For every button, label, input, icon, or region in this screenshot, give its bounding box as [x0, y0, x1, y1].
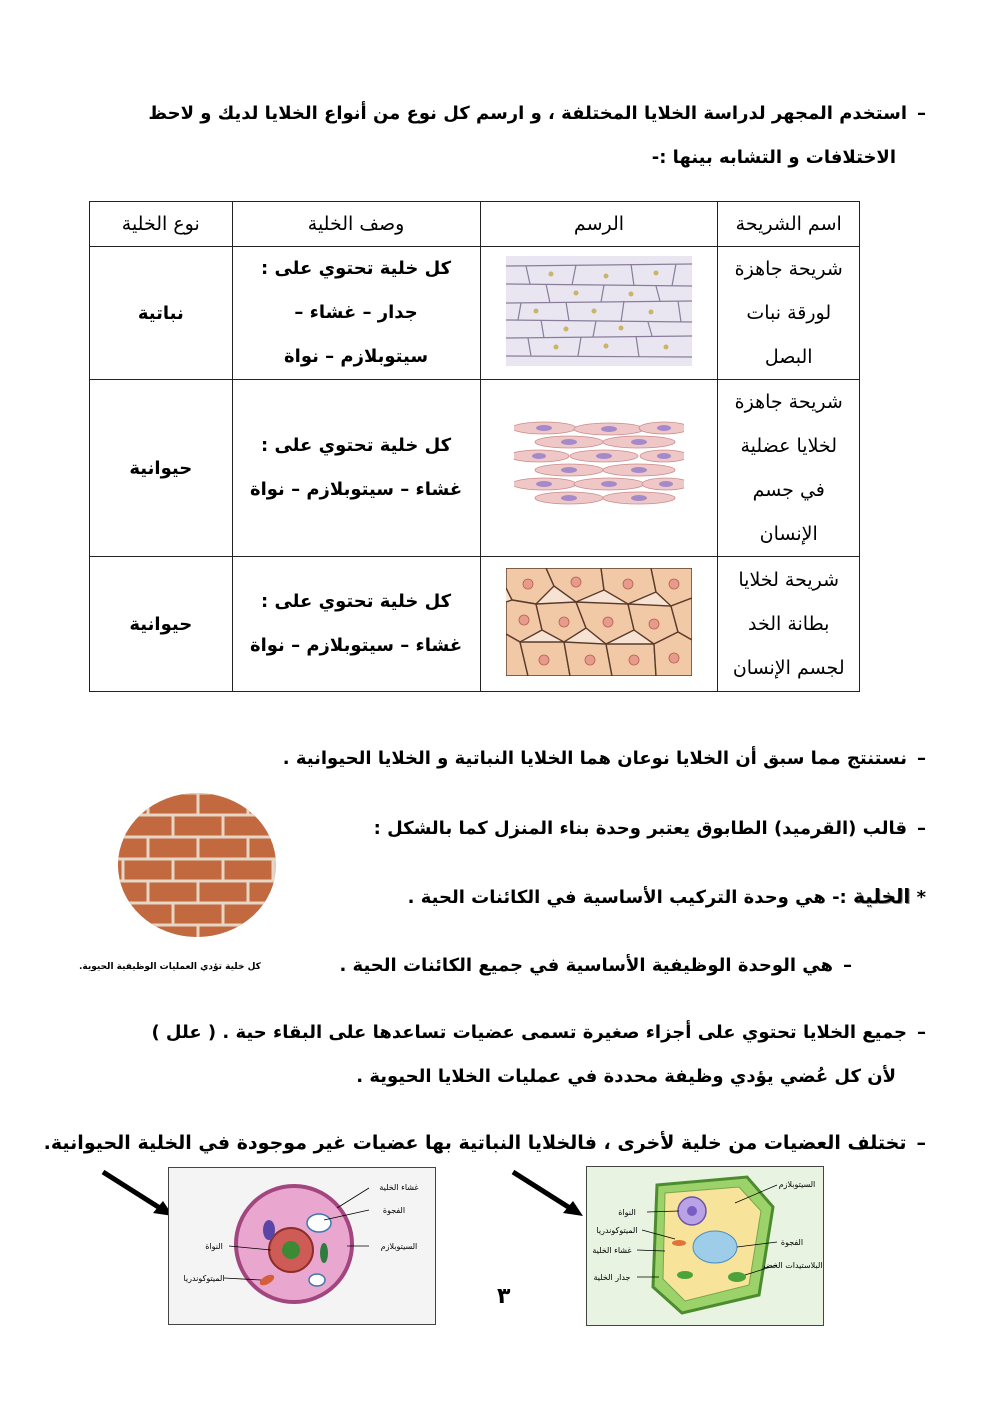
organelles-line-1: –جميع الخلايا تحتوي على أجزاء صغيرة تسمى عضيات تساعدها على البقاء حية . ( علل )	[151, 1022, 926, 1043]
plant-label-mitochondria: الميتوكوندريا	[596, 1226, 638, 1235]
animal-label-nucleus: النواة	[205, 1242, 223, 1251]
organelles-differ-line: –تختلف العضيات من خلية لأخرى ، فالخلايا النباتية بها عضيات غير موجودة في الخلية الحيوانية.	[43, 1132, 926, 1154]
arrow-to-plant-cell	[505, 1168, 595, 1228]
plant-label-nucleus: النواة	[618, 1208, 636, 1217]
organelles-line-2: لأن كل عُضي يؤدي وظيفة محددة في عمليات الخلايا الحيوية .	[356, 1066, 896, 1087]
functional-note: كل خلية تؤدي العمليات الوظيفية الحيوية.	[79, 962, 261, 972]
row1-drawing	[480, 247, 718, 380]
row1-name: شريحة جاهزة لورقة نبات البصل	[718, 247, 860, 380]
row2-drawing	[480, 380, 718, 557]
table-header-row	[90, 202, 860, 247]
animal-label-cytoplasm: السيتوبلازم	[380, 1242, 418, 1251]
conclusion-line: –نستنتج مما سبق أن الخلايا نوعان هما الخلايا النباتية و الخلايا الحيوانية .	[282, 748, 926, 769]
table-row	[90, 247, 860, 380]
row3-description: كل خلية تحتوي على : غشاء – سيتوبلازم – نواة	[232, 557, 480, 692]
row1-description: كل خلية تحتوي على : جدار – غشاء – سيتوبلازم – نواة	[232, 247, 480, 380]
header-description: وصف الخلية	[232, 202, 480, 247]
row3-drawing	[480, 557, 718, 692]
cell-term: الخلية	[853, 884, 911, 908]
header-drawing: الرسم	[480, 202, 718, 247]
row2-description: كل خلية تحتوي على : غشاء – سيتوبلازم – نواة	[232, 380, 480, 557]
cells-table	[89, 201, 860, 692]
row2-type: حيوانية	[90, 380, 233, 557]
brick-line: –قالب (القرميد) الطابوق يعتبر وحدة بناء المنزل كما بالشكل :	[373, 818, 926, 839]
row2-name: شريحة جاهزة لخلايا عضلية في جسم الإنسان	[718, 380, 860, 557]
muscle-cells-image	[514, 418, 684, 513]
intro-line-1: –استخدم المجهر لدراسة الخلايا المختلفة ، و ارسم كل نوع من أنواع الخلايا لديك و لاحظ	[148, 103, 926, 124]
plant-label-chloroplasts: البلاستيدات الخضر	[761, 1261, 823, 1270]
animal-label-membrane: غشاء الخلية	[379, 1183, 419, 1192]
cheek-cells-image	[506, 568, 692, 676]
plant-cell-diagram	[586, 1166, 824, 1326]
plant-label-cytoplasm: السيتوبلازم	[778, 1180, 816, 1189]
plant-label-membrane: غشاء الخلية	[592, 1246, 632, 1255]
page-number: ٣	[497, 1284, 511, 1309]
row3-name: شريحة لخلايا بطانة الخد لجسم الإنسان	[718, 557, 860, 692]
table-row	[90, 557, 860, 692]
header-type: نوع الخلية	[90, 202, 233, 247]
table-row	[90, 380, 860, 557]
row3-type: حيوانية	[90, 557, 233, 692]
functional-unit-line: –هي الوحدة الوظيفية الأساسية في جميع الكائنات الحية .	[339, 955, 852, 976]
brick-wall-image	[118, 793, 276, 937]
plant-label-vacuole: الفجوة	[780, 1238, 804, 1247]
animal-label-vacuole: الفجوة	[382, 1206, 406, 1215]
onion-cells-image	[506, 256, 692, 366]
row1-type: نباتية	[90, 247, 233, 380]
header-name: اسم الشريحة	[718, 202, 860, 247]
animal-cell-diagram	[168, 1167, 436, 1325]
plant-label-wall: جدار الخلية	[593, 1273, 631, 1282]
cell-definition-line: * الخلية :- هي وحدة التركيب الأساسية في الكائنات الحية .	[407, 884, 926, 908]
animal-label-mitochondria: الميتوكوندريا	[183, 1274, 225, 1283]
intro-line-2: الاختلافات و التشابه بينها :-	[651, 147, 896, 168]
